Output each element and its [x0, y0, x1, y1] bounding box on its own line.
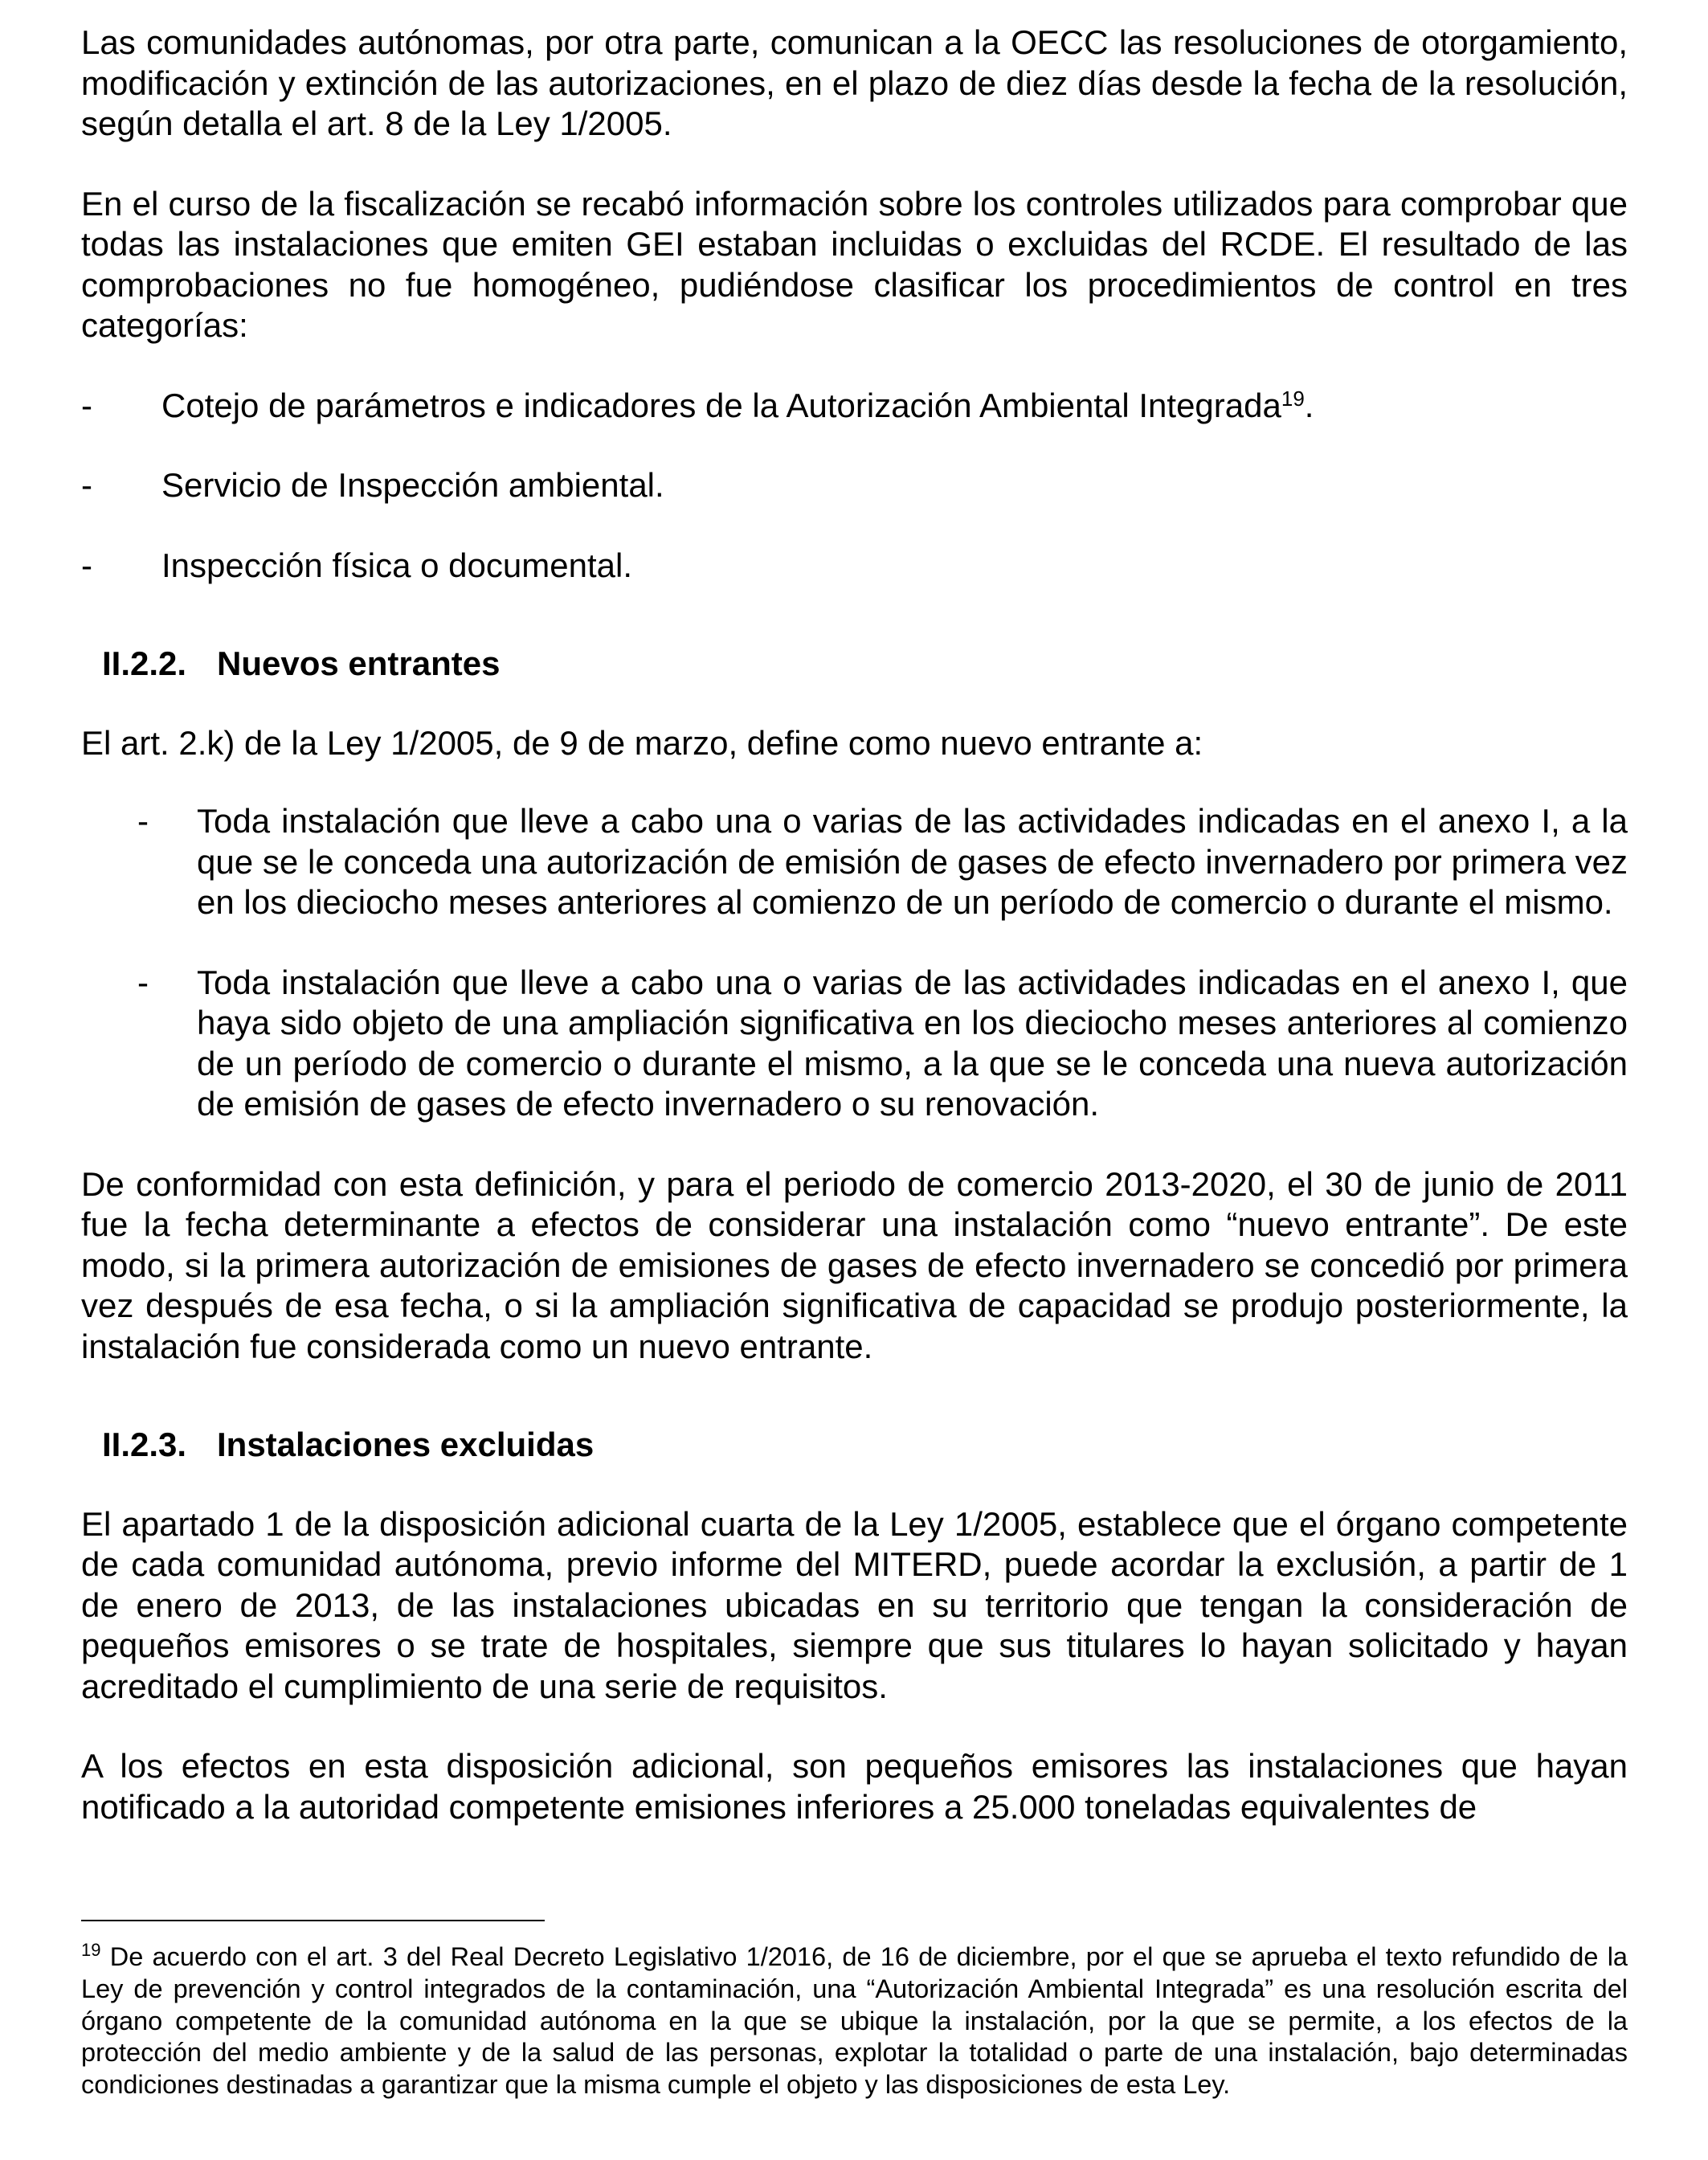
paragraph-small-emitters: A los efectos en esta disposición adicional, son pequeños emisores las instalaciones que hayan notificado a la autoridad competente emisiones inferiores a 25.000 toneladas equivalentes de	[81, 1747, 1628, 1826]
list-item	[81, 546, 1628, 587]
bullet-dash: -	[81, 546, 92, 584]
section-number: II.2.2.	[102, 644, 187, 682]
list-item-text: Toda instalación que lleve a cabo una o varias de las actividades indicadas en el anexo I, a la que se le conceda una autorización de emisión de gases de efecto invernadero por primera vez en los dieciocho meses anteriores al comienzo de un período de comercio o durante el mismo.	[197, 802, 1628, 921]
footnote-number: 19	[81, 1940, 101, 1960]
footnote-separator	[81, 1920, 545, 1921]
list-item	[137, 801, 1628, 923]
section-heading-instalaciones-excluidas	[81, 1425, 1628, 1466]
paragraph-conformity: De conformidad con esta definición, y para el periodo de comercio 2013-2020, el 30 de junio de 2011 fue la fecha determinante a efectos de considerar una instalación como “nuevo entrante”. De este modo, si la primera autorización de emisiones de gases de efecto invernadero se concedió por primera vez después de esa fecha, o si la ampliación significativa de capacidad se produjo posteriormente, la instalación fue considerada como un nuevo entrante.	[81, 1164, 1628, 1365]
section-title: Instalaciones excluidas	[217, 1426, 595, 1463]
document-page	[81, 22, 1628, 1827]
list-item-text: Toda instalación que lleve a cabo una o varias de las actividades indicadas en el anexo I, que haya sido objeto de una ampliación significativa en los dieciocho meses anteriores al comienzo de un período de comercio o durante el mismo, a la que se le conceda una nueva autorización de emisión de gases de efecto invernadero o su renovación.	[197, 963, 1628, 1123]
list-item	[81, 465, 1628, 506]
section-number: II.2.3.	[102, 1426, 187, 1463]
bullet-dash: -	[137, 802, 149, 840]
footnote-reference[interactable]: 19	[1281, 386, 1305, 411]
footnote-text: De acuerdo con el art. 3 del Real Decreto Legislativo 1/2016, de 16 de diciembre, por el que se aprueba el texto refundido de la Ley de prevención y control integrados de la contaminación, una “Autorización Ambiental Integrada” es una resolución escrita del órgano competente de la comunidad autónoma en la que se ubique la instalación, por la que se permite, a los efectos de la protección del medio ambiente y de la salud de las personas, explotar la totalidad o parte de una instalación, bajo determinadas condiciones destinadas a garantizar que la misma cumple el objeto y las disposiciones de esta Ley.	[81, 1942, 1628, 2100]
bullet-dash: -	[81, 466, 92, 504]
footnote	[81, 1941, 1628, 2101]
list-item	[81, 386, 1628, 427]
list-item	[137, 963, 1628, 1125]
section-heading-nuevos-entrantes	[81, 644, 1628, 685]
paragraph-controls: En el curso de la fiscalización se recabó información sobre los controles utilizados para comprobar que todas las instalaciones que emiten GEI estaban incluidas o excluidas del RCDE. El resultado de las comprobaciones no fue homogéneo, pudiéndose clasificar los procedimientos de control en tres categorías:	[81, 184, 1628, 344]
list-item-text: Inspección física o documental.	[161, 546, 632, 584]
bullet-dash: -	[137, 963, 149, 1001]
list-item-text: Cotejo de parámetros e indicadores de la Autorización Ambiental Integrada$^{19}$.	[161, 386, 1314, 424]
section-title: Nuevos entrantes	[217, 644, 501, 682]
paragraph-oecc-communication: Las comunidades autónomas, por otra parte, comunican a la OECC las resoluciones de otorgamiento, modificación y extinción de las autorizaciones, en el plazo de diez días desde la fecha de la resolución, según detalla el art. 8 de la Ley 1/2005.	[81, 23, 1628, 142]
paragraph-exclusion: El apartado 1 de la disposición adicional cuarta de la Ley 1/2005, establece que el órgano competente de cada comunidad autónoma, previo informe del MITERD, puede acordar la exclusión, a partir de 1 de enero de 2013, de las instalaciones ubicadas en su territorio que tengan la consideración de pequeños emisores o se trate de hospitales, siempre que sus titulares lo hayan solicitado y hayan acreditado el cumplimiento de una serie de requisitos.	[81, 1504, 1628, 1705]
list-item-text: Servicio de Inspección ambiental.	[161, 466, 664, 504]
paragraph-definition: El art. 2.k) de la Ley 1/2005, de 9 de marzo, define como nuevo entrante a:	[81, 723, 1203, 762]
bullet-dash: -	[81, 386, 92, 424]
